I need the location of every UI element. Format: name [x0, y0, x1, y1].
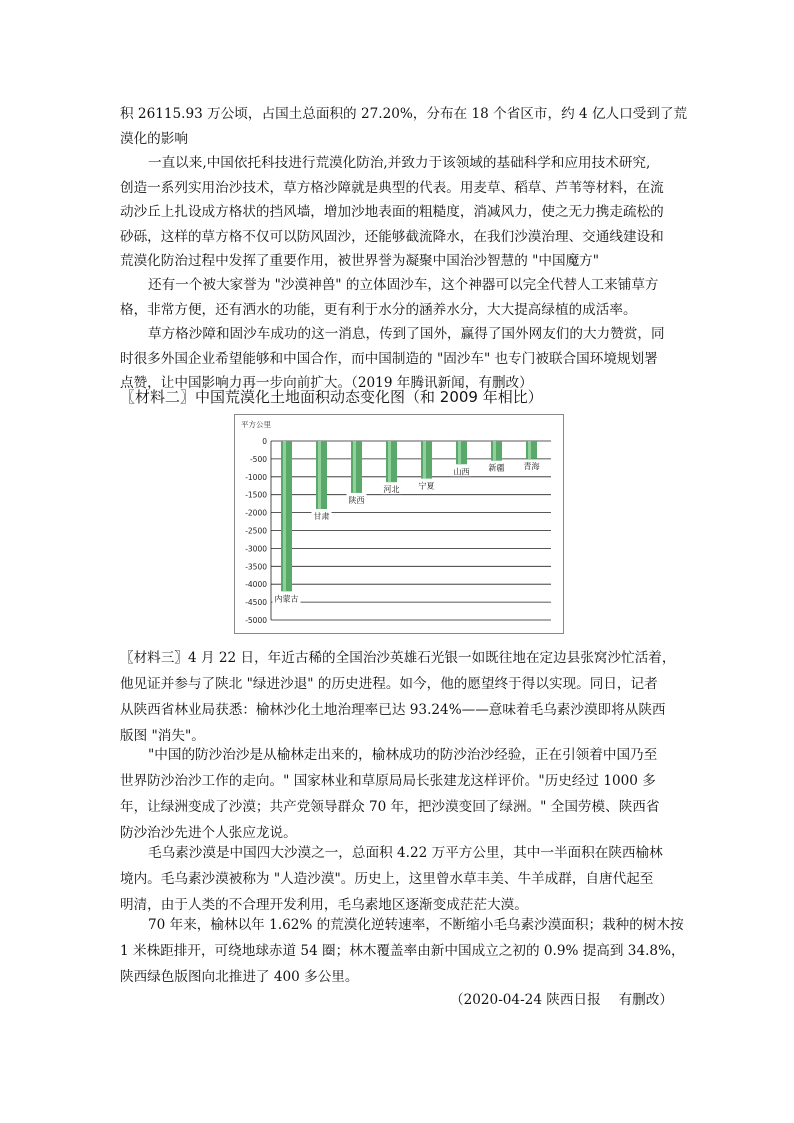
category-label: 宁夏 [418, 481, 435, 491]
bar-highlight [423, 441, 426, 479]
chart-svg [235, 415, 563, 633]
paragraph-6 [120, 840, 676, 918]
desertification-chart [234, 414, 564, 634]
text-line: 陕西绿色版图向北推进了 400 多公里。 [120, 969, 359, 985]
category-label: 新疆 [488, 463, 505, 473]
source-citation: （2020-04-24 陕西日报 有删改） [450, 992, 673, 1008]
text-line: 还有一个被大家誉为 "沙漠神兽" 的立体固沙车，这个神器可以完全代替人工来铺草方 [148, 277, 659, 293]
bar [351, 441, 362, 493]
bar-highlight [458, 441, 461, 464]
bar [281, 441, 292, 591]
text-line: 时很多外国企业希望能够和中国合作，而中国制造的 "固沙车" 也专门被联合国环境规划署 [120, 350, 658, 367]
text-line: 年，让绿洲变成了沙漠；共产党领导群众 70 年，把沙漠变回了绿洲。" 全国劳模、陕西省 [120, 799, 660, 815]
text-line: 草方格沙障和固沙车成功的这一消息，传到了国外，赢得了国外网友们的大力赞赏，同 [148, 326, 665, 342]
bar [421, 441, 432, 479]
category-label: 内蒙古 [274, 594, 299, 604]
paragraph-1 [120, 102, 688, 151]
y-tick-label: -1500 [245, 490, 267, 500]
y-tick-label: -1000 [245, 472, 267, 482]
bar-rect [386, 441, 397, 482]
bar-rect [456, 441, 467, 464]
text-line: 点赞，让中国影响力再一步向前扩大。（2019 年腾讯新闻，有删改） [120, 375, 533, 391]
material2-heading: 〖材料二〗中国荒漠化土地面积动态变化图（和 2009 年相比） [120, 388, 543, 406]
y-tick-label: -2500 [245, 526, 267, 536]
bar-rect [351, 441, 362, 493]
text-line: 境内。毛乌素沙漠被称为 "人造沙漠"。历史上，这里曾水草丰美、牛羊成群，自唐代起至 [120, 871, 654, 887]
text-line: 版图 "消失"。 [120, 728, 205, 744]
paragraph-2 [120, 151, 676, 274]
text-line: 格，非常方便，还有洒水的功能，更有利于水分的涵养水分，大大提高绿植的成活率。 [120, 301, 637, 318]
text-line: 毛乌素沙漠是中国四大沙漠之一，总面积 4.22 万平方公里，其中一半面积在陕西榆林 [148, 845, 663, 861]
bar-highlight [353, 441, 356, 493]
text-line: 砂砾，这样的草方格不仅可以防风固沙，还能够截流降水，在我们沙漠治理、交通线建设和 [120, 228, 664, 245]
text-line: 1 米株距排开，可绕地球赤道 54 圈；林木覆盖率由新中国成立之初的 0.9% 提高到 34.8%， [120, 943, 685, 959]
y-tick-label: -3500 [245, 562, 267, 572]
text-line: 防沙治沙先进个人张应龙说。 [120, 825, 297, 841]
material-3 [120, 645, 676, 749]
bar [316, 441, 327, 509]
y-tick-label: -2000 [245, 508, 267, 518]
text-line: 他见证并参与了陕北 "绿进沙退" 的历史进程。如今，他的愿望终于得以实现。同日，记者 [120, 676, 658, 692]
bar-rect [491, 441, 502, 461]
text-line: 〖材料三〗4 月 22 日，年近古稀的全国治沙英雄石光银一如既往地在定边县张窝沙忙活着， [120, 650, 676, 666]
text-line: 明清，由于人类的不合理开发利用，毛乌素地区逐渐变成茫茫大漠。 [120, 897, 528, 913]
bar-highlight [283, 441, 286, 591]
text-line: "中国的防沙治沙是从榆林走出来的，榆林成功的防沙治沙经验，正在引领着中国乃至 [148, 747, 658, 763]
bar [526, 441, 537, 459]
y-axis-label: 平方公里 [241, 420, 271, 429]
category-label: 山西 [453, 467, 470, 477]
category-label: 甘肃 [313, 512, 330, 522]
y-tick-label: -500 [249, 454, 267, 464]
bar-highlight [318, 441, 321, 509]
category-label: 河北 [383, 485, 400, 495]
bar-rect [316, 441, 327, 509]
text-line: 70 年来，榆林以年 1.62% 的荒漠化逆转速率，不断缩小毛乌素沙漠面积；栽种的树木按 [148, 917, 684, 933]
bar-rect [281, 441, 292, 591]
y-tick-label: -3000 [245, 544, 267, 554]
y-tick-label: 0 [262, 437, 267, 446]
bar-rect [526, 441, 537, 459]
bar [456, 441, 467, 464]
text-line: 荒漠化防治过程中发挥了重要作用，被世界誉为凝聚中国治沙智慧的 "中国魔方" [120, 253, 600, 269]
y-tick-label: -4500 [245, 598, 267, 608]
paragraph-4 [120, 322, 676, 396]
text-line: 漠化的影响 [120, 130, 188, 147]
bar [386, 441, 397, 482]
text-line: 动沙丘上扎设成方格状的挡风墙，增加沙地表面的粗糙度，消减风力，使之无力携走疏松的 [120, 204, 664, 220]
bar-highlight [528, 441, 531, 459]
paragraph-5 [120, 742, 676, 846]
bar-highlight [388, 441, 391, 482]
category-label: 青海 [523, 461, 540, 471]
text-line: 从陕西省林业局获悉：榆林沙化土地治理率已达 93.24%——意味着毛乌素沙漠即将从陕西 [120, 702, 666, 718]
text-line: 一直以来,中国依托科技进行荒漠化防治,并致力于该领域的基础科学和应用技术研究, [148, 155, 651, 171]
paragraph-3 [120, 273, 676, 322]
paragraph-7 [120, 912, 685, 990]
bar-highlight [493, 441, 496, 461]
category-label: 陕西 [348, 495, 365, 505]
bar-rect [421, 441, 432, 479]
text-line: 创造一系列实用治沙技术，草方格沙障就是典型的代表。用麦草、稻草、芦苇等材料，在流 [120, 179, 664, 196]
text-line: 积 26115.93 万公顷，占国土总面积的 27.20%，分布在 18 个省区市，约 4 亿人口受到了荒 [120, 106, 688, 122]
text-line: 世界防沙治沙工作的走向。" 国家林业和草原局局长张建龙这样评价。"历史经过 1000 多 [120, 773, 656, 789]
y-tick-label: -5000 [245, 616, 267, 625]
y-tick-label: -4000 [245, 580, 267, 590]
bar [491, 441, 502, 461]
